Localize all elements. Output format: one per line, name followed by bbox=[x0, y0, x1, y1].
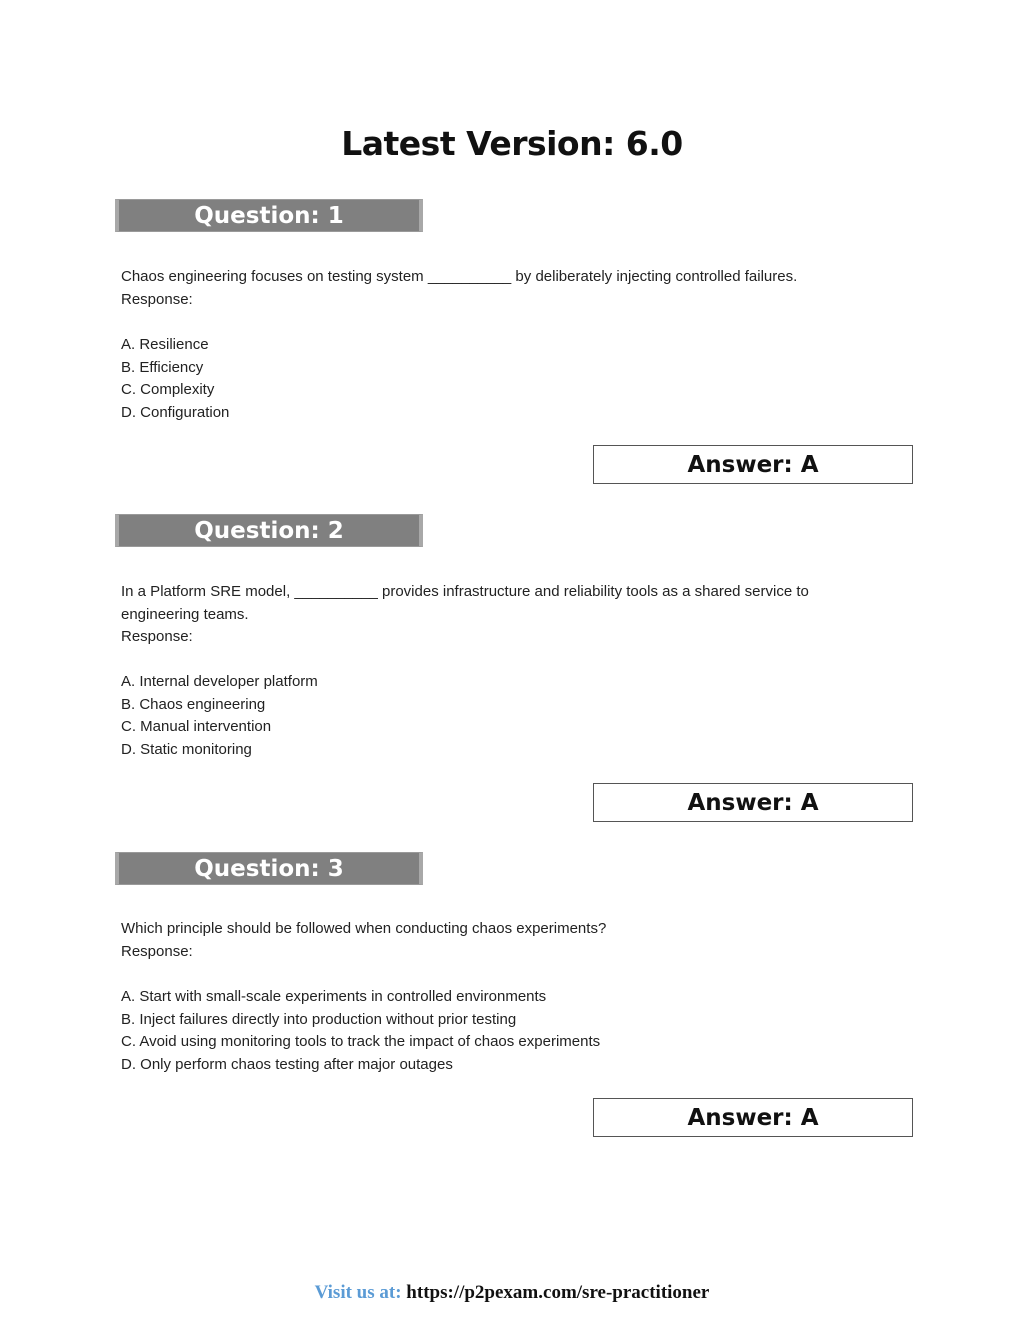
option-a: A. Resilience bbox=[121, 336, 209, 353]
option-b: B. Inject failures directly into production without prior testing bbox=[121, 1010, 517, 1028]
option-a: A. Start with small-scale experiments in controlled environments bbox=[121, 988, 547, 1005]
question-text bbox=[121, 581, 911, 649]
option-d: D. Configuration bbox=[121, 403, 230, 421]
answer-box: Answer: A bbox=[593, 783, 913, 822]
question-header: Question: 1 bbox=[115, 199, 423, 232]
question-text-line: Chaos engineering focuses on testing system __________ by deliberately injecting controlled failures. bbox=[121, 268, 798, 285]
question-header: Question: 2 bbox=[115, 514, 423, 547]
option-a: A. Internal developer platform bbox=[121, 673, 318, 690]
option-b: B. Efficiency bbox=[121, 358, 204, 376]
question-text-line: Response: bbox=[121, 628, 193, 645]
options-list bbox=[121, 671, 911, 761]
option-d: D. Only perform chaos testing after major outages bbox=[121, 1055, 453, 1073]
option-c: C. Complexity bbox=[121, 381, 215, 398]
question-text-line: engineering teams. bbox=[121, 605, 249, 623]
page-title: Latest Version: 6.0 bbox=[341, 124, 683, 163]
answer-box: Answer: A bbox=[593, 1098, 913, 1137]
options-list bbox=[121, 986, 911, 1076]
options-list bbox=[121, 334, 911, 424]
question-text-line: Response: bbox=[121, 942, 193, 960]
footer-link[interactable]: https://p2pexam.com/sre-practitioner bbox=[406, 1282, 710, 1303]
footer-label: Visit us at: bbox=[314, 1282, 402, 1303]
footer bbox=[0, 1282, 1024, 1304]
question-text-line: In a Platform SRE model, __________ provides infrastructure and reliability tools as a shared service to bbox=[121, 583, 809, 600]
question-text bbox=[121, 266, 911, 311]
question-text-line: Response: bbox=[121, 290, 193, 308]
option-d: D. Static monitoring bbox=[121, 740, 252, 758]
answer-box: Answer: A bbox=[593, 445, 913, 484]
question-text bbox=[121, 918, 911, 963]
option-b: B. Chaos engineering bbox=[121, 695, 266, 713]
question-header: Question: 3 bbox=[115, 852, 423, 885]
option-c: C. Avoid using monitoring tools to track the impact of chaos experiments bbox=[121, 1033, 601, 1050]
option-c: C. Manual intervention bbox=[121, 718, 272, 735]
question-text-line: Which principle should be followed when conducting chaos experiments? bbox=[121, 920, 607, 937]
